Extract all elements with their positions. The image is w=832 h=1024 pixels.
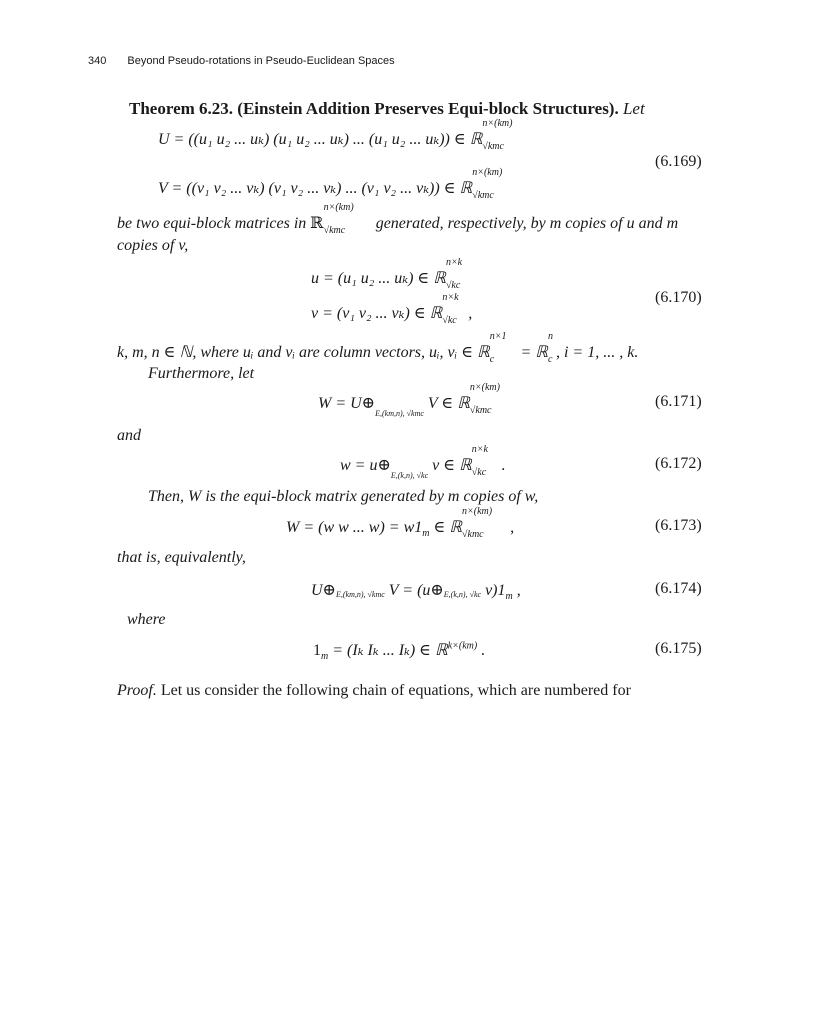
sub: m: [422, 528, 430, 540]
text-copies-v: copies of v,: [117, 237, 189, 254]
equation-6174-c: v)1: [485, 582, 506, 599]
equation-number-6172: (6.172): [655, 455, 702, 472]
text-kmn: k, m, n ∈ ℕ, where uᵢ and vᵢ are column vectors, uᵢ, vᵢ ∈ ℝ: [117, 344, 490, 361]
sup: n×k: [471, 444, 488, 455]
sup: n×(km): [472, 167, 503, 178]
text-that-is: that is, equivalently,: [117, 549, 246, 566]
equation-number-6175: (6.175): [655, 640, 702, 657]
equation-W-rest: V ∈ ℝ: [427, 395, 470, 412]
theorem-label: Theorem 6.23.: [129, 99, 234, 118]
text-kmn-end: , i = 1, ... , k.: [555, 344, 639, 361]
sub: √kc: [442, 315, 457, 326]
sub: c: [489, 354, 495, 365]
equation-6174-b: V = (u⊕: [388, 582, 444, 599]
sub: √kc: [445, 280, 461, 291]
theorem-title: (Einstein Addition Preserves Equi-block Structures).: [237, 99, 619, 118]
sup: n×1: [489, 331, 507, 342]
equation-w-def: w = u⊕: [340, 457, 391, 474]
sup: n×k: [445, 257, 463, 268]
sub: E,(km,n), √kmc: [335, 590, 385, 599]
equation-v: v = (v₁ v₂ ... vₖ) ∈ ℝ n×k √kc ,: [311, 292, 473, 326]
equation-W: [318, 382, 518, 418]
sub: √kmc: [462, 529, 484, 540]
equation-W-ww-text: W = (w w ... w) = w1: [286, 519, 423, 536]
sup: n×(km): [323, 202, 354, 213]
sub: √kmc: [472, 190, 494, 201]
equation-V: [158, 167, 520, 201]
sup: n×k: [442, 292, 459, 303]
equation-u-text: u = (u₁ u₂ ... uₖ) ∈ ℝ: [311, 270, 446, 287]
equation-w: w = u⊕ E,(k,n), √kc v ∈ ℝ n×k √kc .: [340, 444, 506, 480]
sub: √kmc: [469, 405, 492, 416]
sub: m: [321, 651, 329, 663]
equation-U-text: U = ((u₁ u₂ ... uₖ) (u₁ u₂ ... uₖ) ... (u₁ u₂ ... uₖ)) ∈ ℝ: [158, 131, 483, 148]
equation-U: [158, 118, 530, 152]
sup: n: [547, 331, 553, 342]
sup: k×(km): [447, 640, 478, 652]
sub: E,(k,n), √kc: [390, 471, 429, 480]
sub: E,(km,n), √kmc: [375, 409, 424, 418]
sub: √kmc: [482, 141, 504, 152]
text-furthermore: Furthermore, let: [148, 365, 255, 382]
equation-W-ww-tail: ∈ ℝ: [433, 519, 463, 536]
equation-number-6169: (6.169): [655, 153, 702, 170]
equation-u: [311, 257, 472, 291]
sub: √kc: [471, 467, 487, 478]
text-generated: generated, respectively, by m copies of u and m: [375, 215, 679, 232]
sup: n×(km): [482, 118, 513, 129]
equation-number-6171: (6.171): [655, 393, 702, 410]
proof-label: Proof.: [117, 682, 157, 699]
sub: √kmc: [323, 225, 346, 236]
equation-6174: U⊕ E,(km,n), √kmc V = (u⊕ E,(k,n), √kc $v)1_m$ ,: [311, 582, 521, 603]
theorem-heading: [129, 99, 645, 119]
equation-6175-one: 1: [313, 642, 321, 659]
equation-number-6170: (6.170): [655, 289, 702, 306]
text-and: and: [117, 427, 141, 444]
equation-V-text: V = ((v₁ v₂ ... vₖ) (v₁ v₂ ... vₖ) ... (v₁ v₂ ... vₖ)) ∈ ℝ: [158, 180, 473, 197]
equation-w-rest: v ∈ ℝ: [432, 457, 472, 474]
text-be-two: be two equi-block matrices in: [117, 215, 307, 232]
sub: c: [547, 354, 553, 365]
paragraph-kmn: [117, 331, 639, 365]
theorem-lead: Let: [622, 99, 645, 118]
equation-number-6174: (6.174): [655, 580, 702, 597]
sub: m: [505, 591, 513, 603]
proof-paragraph: [117, 682, 631, 700]
equation-6175: $1_m = (I_k$ Iₖ ... Iₖ) ∈ ℝ$^{k\times(km)}$ .: [313, 640, 486, 663]
equation-W-ww: W = (w w ... $w) = w1_m$ ∈ ℝ n×(km) √kmc ,: [286, 506, 515, 540]
equation-v-text: v = (v₁ v₂ ... vₖ) ∈ ℝ: [311, 305, 443, 322]
sup: n×(km): [469, 382, 500, 393]
equation-6174-a: U⊕: [311, 582, 336, 599]
running-title: Beyond Pseudo-rotations in Pseudo-Euclidean Spaces: [127, 55, 395, 67]
equation-6175-rest: = (Iₖ Iₖ ... Iₖ) ∈ ℝ: [332, 642, 448, 659]
sub: E,(k,n), √kc: [443, 590, 482, 599]
sup: n×(km): [462, 506, 493, 517]
equation-W-def: W = U⊕: [318, 395, 376, 412]
proof-text: Let us consider the following chain of equations, which are numbered for: [160, 682, 631, 699]
page-number: 340: [88, 55, 107, 67]
text-kmn-mid: = ℝ: [520, 344, 548, 361]
running-header: [88, 55, 395, 67]
equation-number-6173: (6.173): [655, 517, 702, 534]
text-then: Then, W is the equi-block matrix generated by m copies of w,: [148, 488, 539, 505]
paragraph-be-two: be two equi-block matrices in ℝ n×(km) √kmc generated, respectively, by m copies of u and m: [117, 202, 679, 236]
text-where: where: [127, 611, 166, 628]
